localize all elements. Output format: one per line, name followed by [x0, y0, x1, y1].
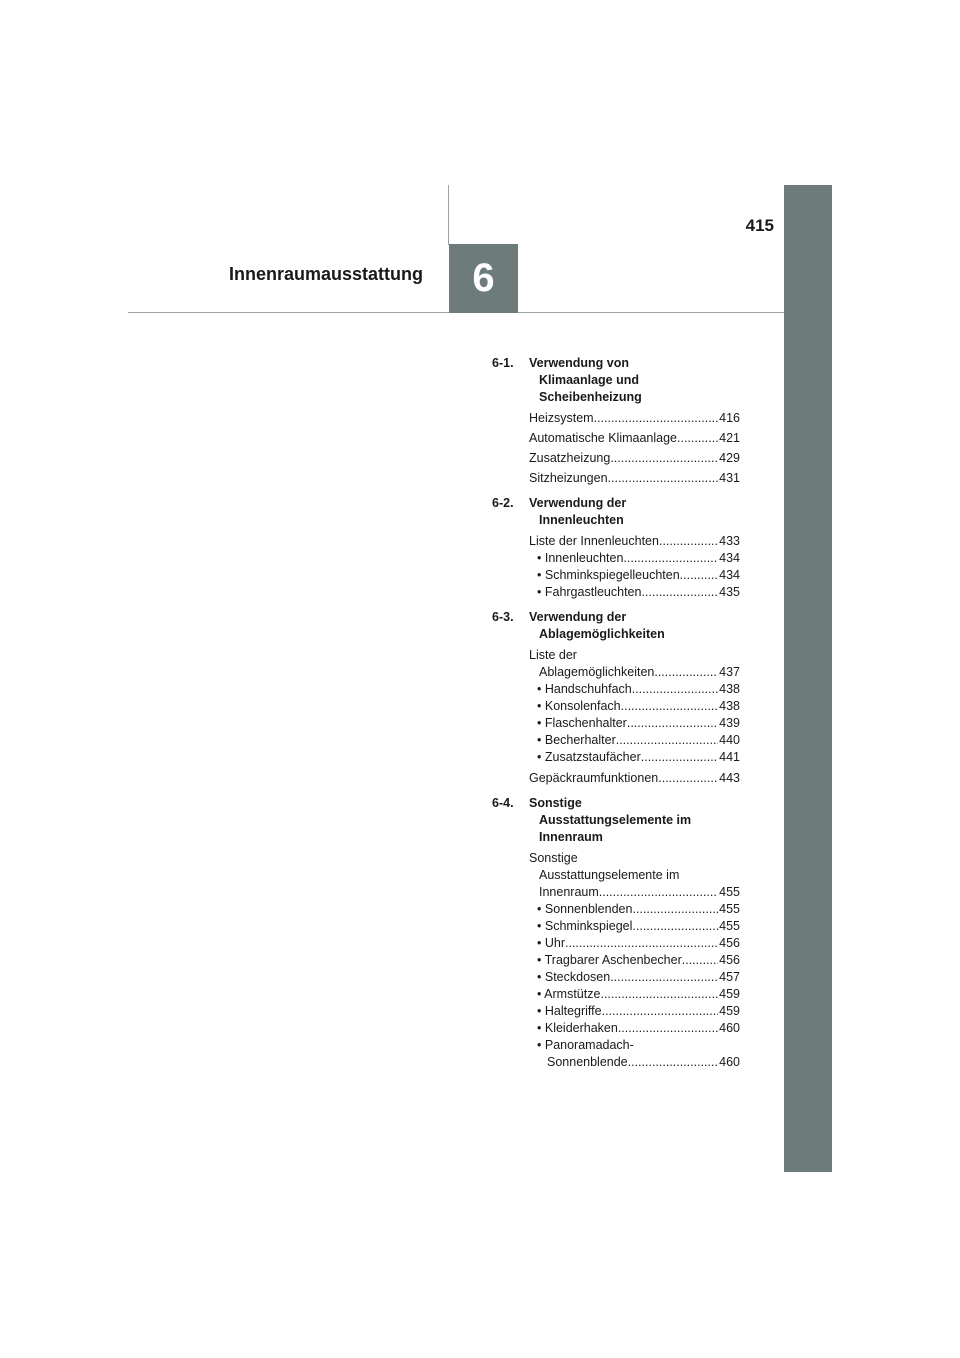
toc-entry[interactable]: [492, 470, 740, 487]
entry-label: • Haltegriffe: [537, 1003, 602, 1020]
toc-subentry[interactable]: [492, 715, 740, 732]
toc-subentry[interactable]: [492, 1020, 740, 1037]
entry-page: 416: [719, 411, 740, 425]
entry-page: 439: [719, 716, 740, 730]
entry-label: • Innenleuchten: [537, 550, 623, 567]
toc-entry[interactable]: [492, 410, 740, 427]
entry-page: 438: [719, 699, 740, 713]
table-of-contents: [492, 355, 740, 1079]
section-number: 6-4.: [492, 796, 514, 810]
entry-label: Liste der Innenleuchten: [529, 534, 659, 548]
toc-subentry[interactable]: [492, 1037, 740, 1071]
entry-page: 437: [719, 665, 740, 679]
chapter-side-tab: [784, 185, 832, 1172]
toc-subentry[interactable]: [492, 550, 740, 567]
entry-page: 438: [719, 682, 740, 696]
toc-subentry[interactable]: [492, 918, 740, 935]
entry-page: 443: [719, 771, 740, 785]
entry-label-line: Liste der: [529, 648, 577, 662]
entry-page: 456: [719, 953, 740, 967]
entry-label: • Schminkspiegel: [537, 918, 632, 935]
toc-subentry[interactable]: [492, 732, 740, 749]
entry-page: 435: [719, 585, 740, 599]
section-heading[interactable]: [492, 609, 740, 643]
toc-entry[interactable]: [492, 430, 740, 447]
toc-section-6-2: [492, 495, 740, 601]
section-heading[interactable]: [492, 355, 740, 406]
section-number: 6-2.: [492, 496, 514, 510]
entry-page: 434: [719, 568, 740, 582]
entry-label-line: Sonstige: [529, 851, 578, 865]
entry-page: 431: [719, 471, 740, 485]
toc-section-6-1: [492, 355, 740, 487]
entry-page: 429: [719, 451, 740, 465]
section-title-line: Sonstige: [529, 796, 582, 810]
entry-label: Zusatzheizung: [529, 451, 611, 465]
toc-subentry[interactable]: [492, 698, 740, 715]
entry-page: 460: [719, 1021, 740, 1035]
section-title-line: Scheibenheizung: [539, 390, 642, 404]
chapter-title: Innenraumausstattung: [229, 264, 424, 284]
section-title: [529, 609, 740, 643]
entry-page: 433: [719, 534, 740, 548]
entry-label: • Tragbarer Aschenbecher: [537, 952, 682, 969]
toc-subentry[interactable]: [492, 901, 740, 918]
entry-page: 459: [719, 1004, 740, 1018]
entry-label: • Becherhalter: [537, 732, 616, 749]
page-number: 415: [745, 216, 774, 235]
toc-entry[interactable]: [492, 770, 740, 787]
entry-label: Innenraum: [539, 885, 599, 899]
chapter-number-block: [449, 244, 518, 313]
toc-subentry[interactable]: [492, 567, 740, 584]
section-title-line: Verwendung der: [529, 496, 627, 510]
entry-label: Automatische Klimaanlage: [529, 431, 677, 445]
section-title-line: Innenleuchten: [539, 513, 624, 527]
section-number: 6-1.: [492, 356, 514, 370]
entry-page: 434: [719, 551, 740, 565]
entry-label: Ablagemöglichkeiten: [539, 665, 655, 679]
entry-label: • Konsolenfach: [537, 698, 621, 715]
section-title-line: Ausstattungselemente im: [539, 813, 692, 827]
header-divider-vertical: [448, 185, 449, 245]
section-title: [529, 495, 740, 529]
entry-page: 421: [719, 431, 740, 445]
toc-section-6-4: [492, 795, 740, 1071]
entry-label: Sonnenblende: [547, 1055, 628, 1069]
entry-page: 455: [719, 902, 740, 916]
entry-page: 459: [719, 987, 740, 1001]
toc-section-6-3: [492, 609, 740, 787]
entry-label: • Schminkspiegelleuchten: [537, 567, 680, 584]
entry-label: • Handschuhfach: [537, 681, 632, 698]
section-title-line: Verwendung von: [529, 356, 630, 370]
chapter-number: 6: [472, 256, 495, 300]
toc-subentry[interactable]: [492, 1003, 740, 1020]
entry-page: 441: [719, 750, 740, 764]
entry-label: • Flaschenhalter: [537, 715, 627, 732]
entry-page: 455: [719, 919, 740, 933]
entry-label-line: Ausstattungselemente im: [539, 868, 680, 882]
section-title-line: Klimaanlage und: [539, 373, 640, 387]
entry-page: 457: [719, 970, 740, 984]
entry-label: • Steckdosen: [537, 969, 610, 986]
section-title-line: Ablagemöglichkeiten: [539, 627, 665, 641]
section-heading[interactable]: [492, 795, 740, 846]
entry-label: Gepäckraumfunktionen: [529, 771, 659, 785]
entry-label: Sitzheizungen: [529, 471, 608, 485]
section-title-line: Innenraum: [539, 830, 603, 844]
entry-label: • Fahrgastleuchten: [537, 584, 641, 601]
toc-subentry[interactable]: [492, 952, 740, 969]
entry-label: Heizsystem: [529, 411, 594, 425]
toc-entry[interactable]: [492, 450, 740, 467]
toc-entry[interactable]: [492, 850, 740, 901]
entry-label: • Uhr: [537, 935, 565, 952]
toc-subentry[interactable]: [492, 935, 740, 952]
section-title: [529, 795, 740, 846]
entry-label: • Kleiderhaken: [537, 1020, 618, 1037]
section-title: [529, 355, 740, 406]
entry-page: 456: [719, 936, 740, 950]
entry-label-line: • Panoramadach-: [537, 1037, 740, 1054]
toc-subentry[interactable]: [492, 969, 740, 986]
toc-entry[interactable]: [492, 647, 740, 681]
toc-subentry[interactable]: [492, 584, 740, 601]
section-title-line: Verwendung der: [529, 610, 627, 624]
entry-label: • Zusatzstaufächer: [537, 749, 641, 766]
toc-entry[interactable]: [492, 533, 740, 550]
section-number: 6-3.: [492, 610, 514, 624]
section-heading[interactable]: [492, 495, 740, 529]
toc-subentry[interactable]: [492, 986, 740, 1003]
entry-label: • Sonnenblenden: [537, 901, 632, 918]
toc-subentry[interactable]: [492, 749, 740, 766]
entry-label: • Armstütze: [537, 986, 600, 1003]
entry-page: 455: [719, 885, 740, 899]
entry-page: 460: [719, 1055, 740, 1069]
toc-subentry[interactable]: [492, 681, 740, 698]
entry-page: 440: [719, 733, 740, 747]
